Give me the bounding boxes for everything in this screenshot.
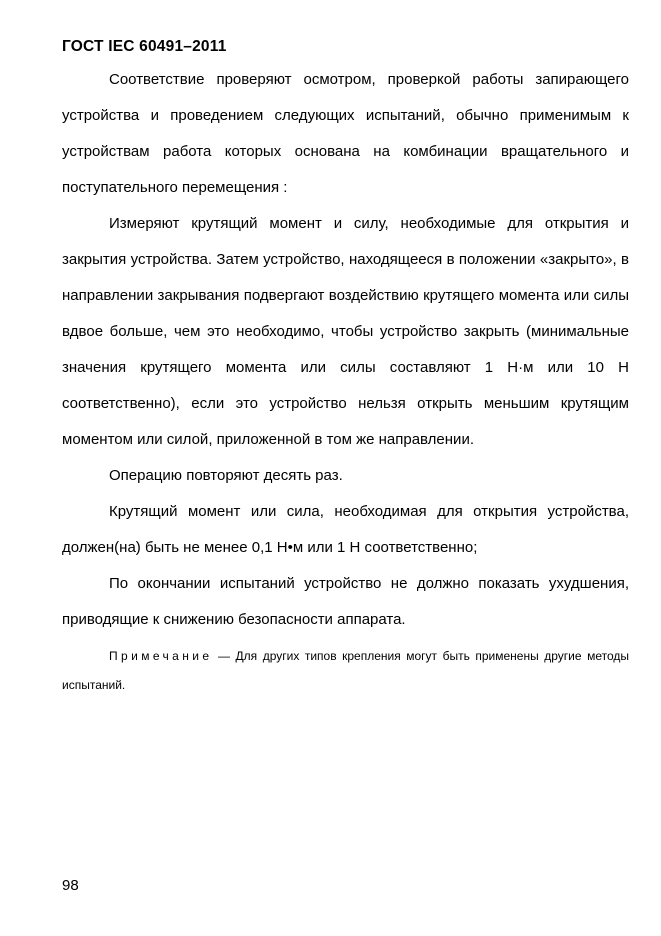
paragraph-repeat-operation: Операцию повторяют десять раз. — [109, 467, 343, 484]
note-label: Примечание — [109, 649, 213, 663]
paragraph-test-result: По окончании испытаний устройство не должно показать ухудшения, приводящие к снижению безопасности аппарата. — [62, 575, 629, 628]
paragraph-conformity-check: Соответствие проверяют осмотром, проверкой работы запирающего устройства и проведением следующих испытаний, обычно применимым к устройствам работа которых основана на комбинации вращательного и поступательного перемещения : — [62, 71, 629, 196]
note — [62, 642, 629, 700]
page-number: 98 — [62, 877, 79, 894]
paragraph-minimum-torque: Крутящий момент или сила, необходимая для открытия устройства, должен(на) быть не менее 0,1 Н•м или 1 Н соответственно; — [62, 503, 629, 556]
note-text: — Для других типов крепления могут быть применены другие методы испытаний. — [62, 649, 629, 692]
paragraph-torque-measurement: Измеряют крутящий момент и силу, необходимые для открытия и закрытия устройства. Затем устройство, находящееся в положении «закрыто», в направлении закрывания подвергают воздействию крутящего момента или силы вдвое больше, чем это необходимо, чтобы устройство закрыть (минимальные значения крутящего момента или силы составляют 1 Н·м или 10 Н соответственно), если это устройство нельзя открыть меньшим крутящим моментом или силой, приложенной в том же направлении. — [62, 215, 629, 448]
document-code-header: ГОСТ IEC 60491–2011 — [62, 38, 227, 55]
document-body — [62, 62, 629, 700]
